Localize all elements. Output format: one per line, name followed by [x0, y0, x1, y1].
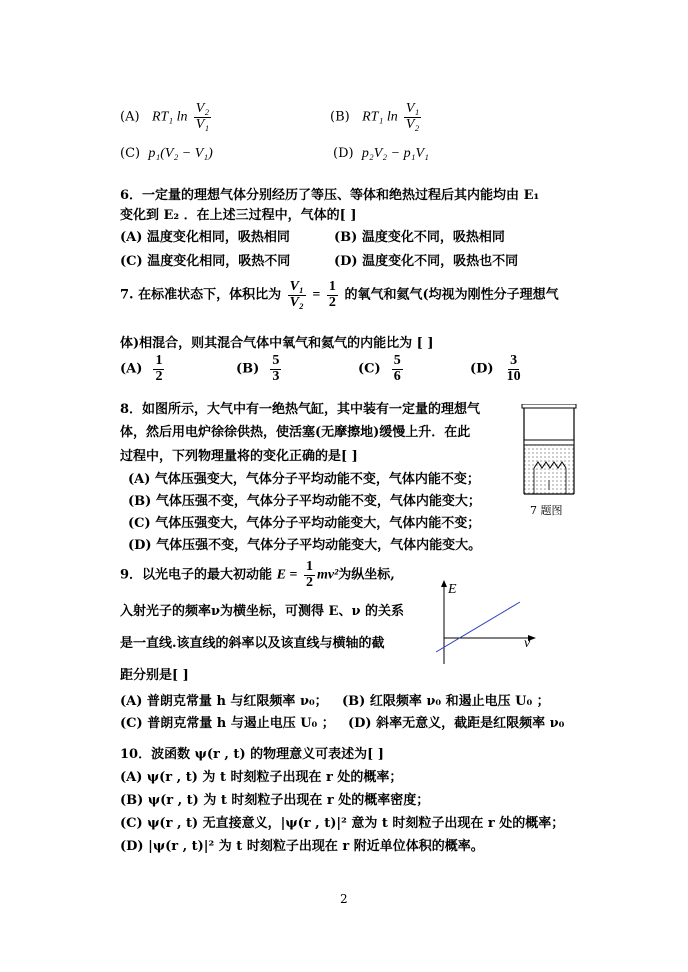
- q7-option-b: (B) $\frac{5}{3}$: [236, 353, 280, 384]
- q6-option-d: (D) 温度变化不同，吸热也不同: [334, 254, 519, 269]
- page-number: 2: [340, 892, 348, 906]
- q6-option-c: (C) 温度变化相同，吸热不同: [120, 254, 291, 269]
- q9-line3: 是一直线.该直线的斜率以及该直线与横轴的截: [120, 636, 385, 651]
- figure-caption: 7 题图: [530, 504, 563, 517]
- q6-option-b: (B) 温度变化不同，吸热相同: [334, 230, 505, 245]
- q8-line1: 8．如图所示，大气中有一绝热气缸，其中装有一定量的理想气: [120, 402, 481, 417]
- q9-line4: 距分别是[ ]: [120, 668, 189, 683]
- q10-option-c: (C) ψ(r , t) 无直接意义，|ψ(r , t)|² 意为 t 时刻粒子出现在 r 处的概率；: [120, 816, 565, 831]
- q9-line2: 入射光子的频率ν为横坐标，可测得 E、ν 的关系: [120, 604, 405, 619]
- q6-line2: 变化到 E₂ ．在上述三过程中，气体的[ ]: [120, 208, 357, 223]
- q8-option-c: (C) 气体压强变大，气体分子平均动能变大，气体内能不变；: [128, 516, 481, 531]
- q9-option-d: (D) 斜率无意义，截距是红限频率 ν₀: [348, 716, 565, 731]
- q7-option-c: (C) $\frac{5}{6}$: [358, 353, 401, 384]
- q9-line1: 9．以光电子的最大初动能 E = $\frac{1}{2}$ mv²为纵坐标,: [120, 559, 395, 590]
- q5-option-a: (A) RT₁ ln $\frac{\text{V₂}}{\text{V₁}}$: [120, 101, 210, 132]
- graph-line: [436, 602, 520, 652]
- q5-option-b: (B) RT₁ ln $\frac{\text{V₁}}{\text{V₂}}$: [330, 101, 420, 132]
- cylinder-diagram: [516, 404, 582, 500]
- q9-option-c: (C) 普朗克常量 h 与遏止电压 U₀ ；: [120, 716, 335, 731]
- graph-x-label: ν: [524, 636, 531, 651]
- q6-line1: 6．一定量的理想气体分别经历了等压、等体和绝热过程后其内能均由 E₁: [120, 188, 540, 203]
- q9-option-a: (A) 普朗克常量 h 与红限频率 ν₀；: [120, 694, 328, 709]
- q7-line1: 7. 在标准状态下，体积比为 $\frac{\text{V₁}}{\text{V₂}}$ = $\frac{1}{2}$ 的氧气和氦气(均视为刚性分子理想气: [120, 279, 559, 310]
- q8-option-a: (A) 气体压强变大，气体分子平均动能不变，气体内能不变；: [128, 472, 480, 487]
- q9-option-b: (B) 红限频率 ν₀ 和遏止电压 U₀ ；: [342, 694, 550, 709]
- q5-option-d: (D) p₂V₂ − p₁V₁: [333, 146, 429, 161]
- q8-line3: 过程中，下列物理量将的变化正确的是[ ]: [120, 449, 358, 464]
- q10-option-d: (D) |ψ(r , t)|² 为 t 时刻粒子出现在 r 附近单位体积的概率。: [120, 839, 484, 854]
- q7-option-a: (A) $\frac{1}{2}$: [120, 353, 163, 384]
- q10-line1: 10．波函数 ψ(r , t) 的物理意义可表述为[ ]: [120, 747, 384, 762]
- q6-option-a: (A) 温度变化相同，吸热相同: [120, 230, 290, 245]
- q8-option-d: (D) 气体压强不变，气体分子平均动能变大，气体内能变大。: [128, 538, 482, 553]
- piston-icon: [524, 440, 574, 445]
- q10-option-a: (A) ψ(r , t) 为 t 时刻粒子出现在 r 处的概率；: [120, 770, 403, 785]
- q10-option-b: (B) ψ(r , t) 为 t 时刻粒子出现在 r 处的概率密度；: [120, 793, 430, 808]
- q7-line2: 体)相混合，则其混合气体中氧气和氦气的内能比为 [ ]: [120, 336, 434, 351]
- q8-option-b: (B) 气体压强不变，气体分子平均动能不变，气体内能变大；: [128, 494, 481, 509]
- q8-line2: 体，然后用电炉徐徐供热，使活塞(无摩擦地)缓慢上升．在此: [120, 425, 471, 440]
- q7-option-d: (D) $\frac{3}{10}$: [470, 353, 521, 384]
- graph-y-label: E: [448, 582, 457, 597]
- q5-option-c: (C) p₁(V₂ − V₁): [120, 146, 213, 161]
